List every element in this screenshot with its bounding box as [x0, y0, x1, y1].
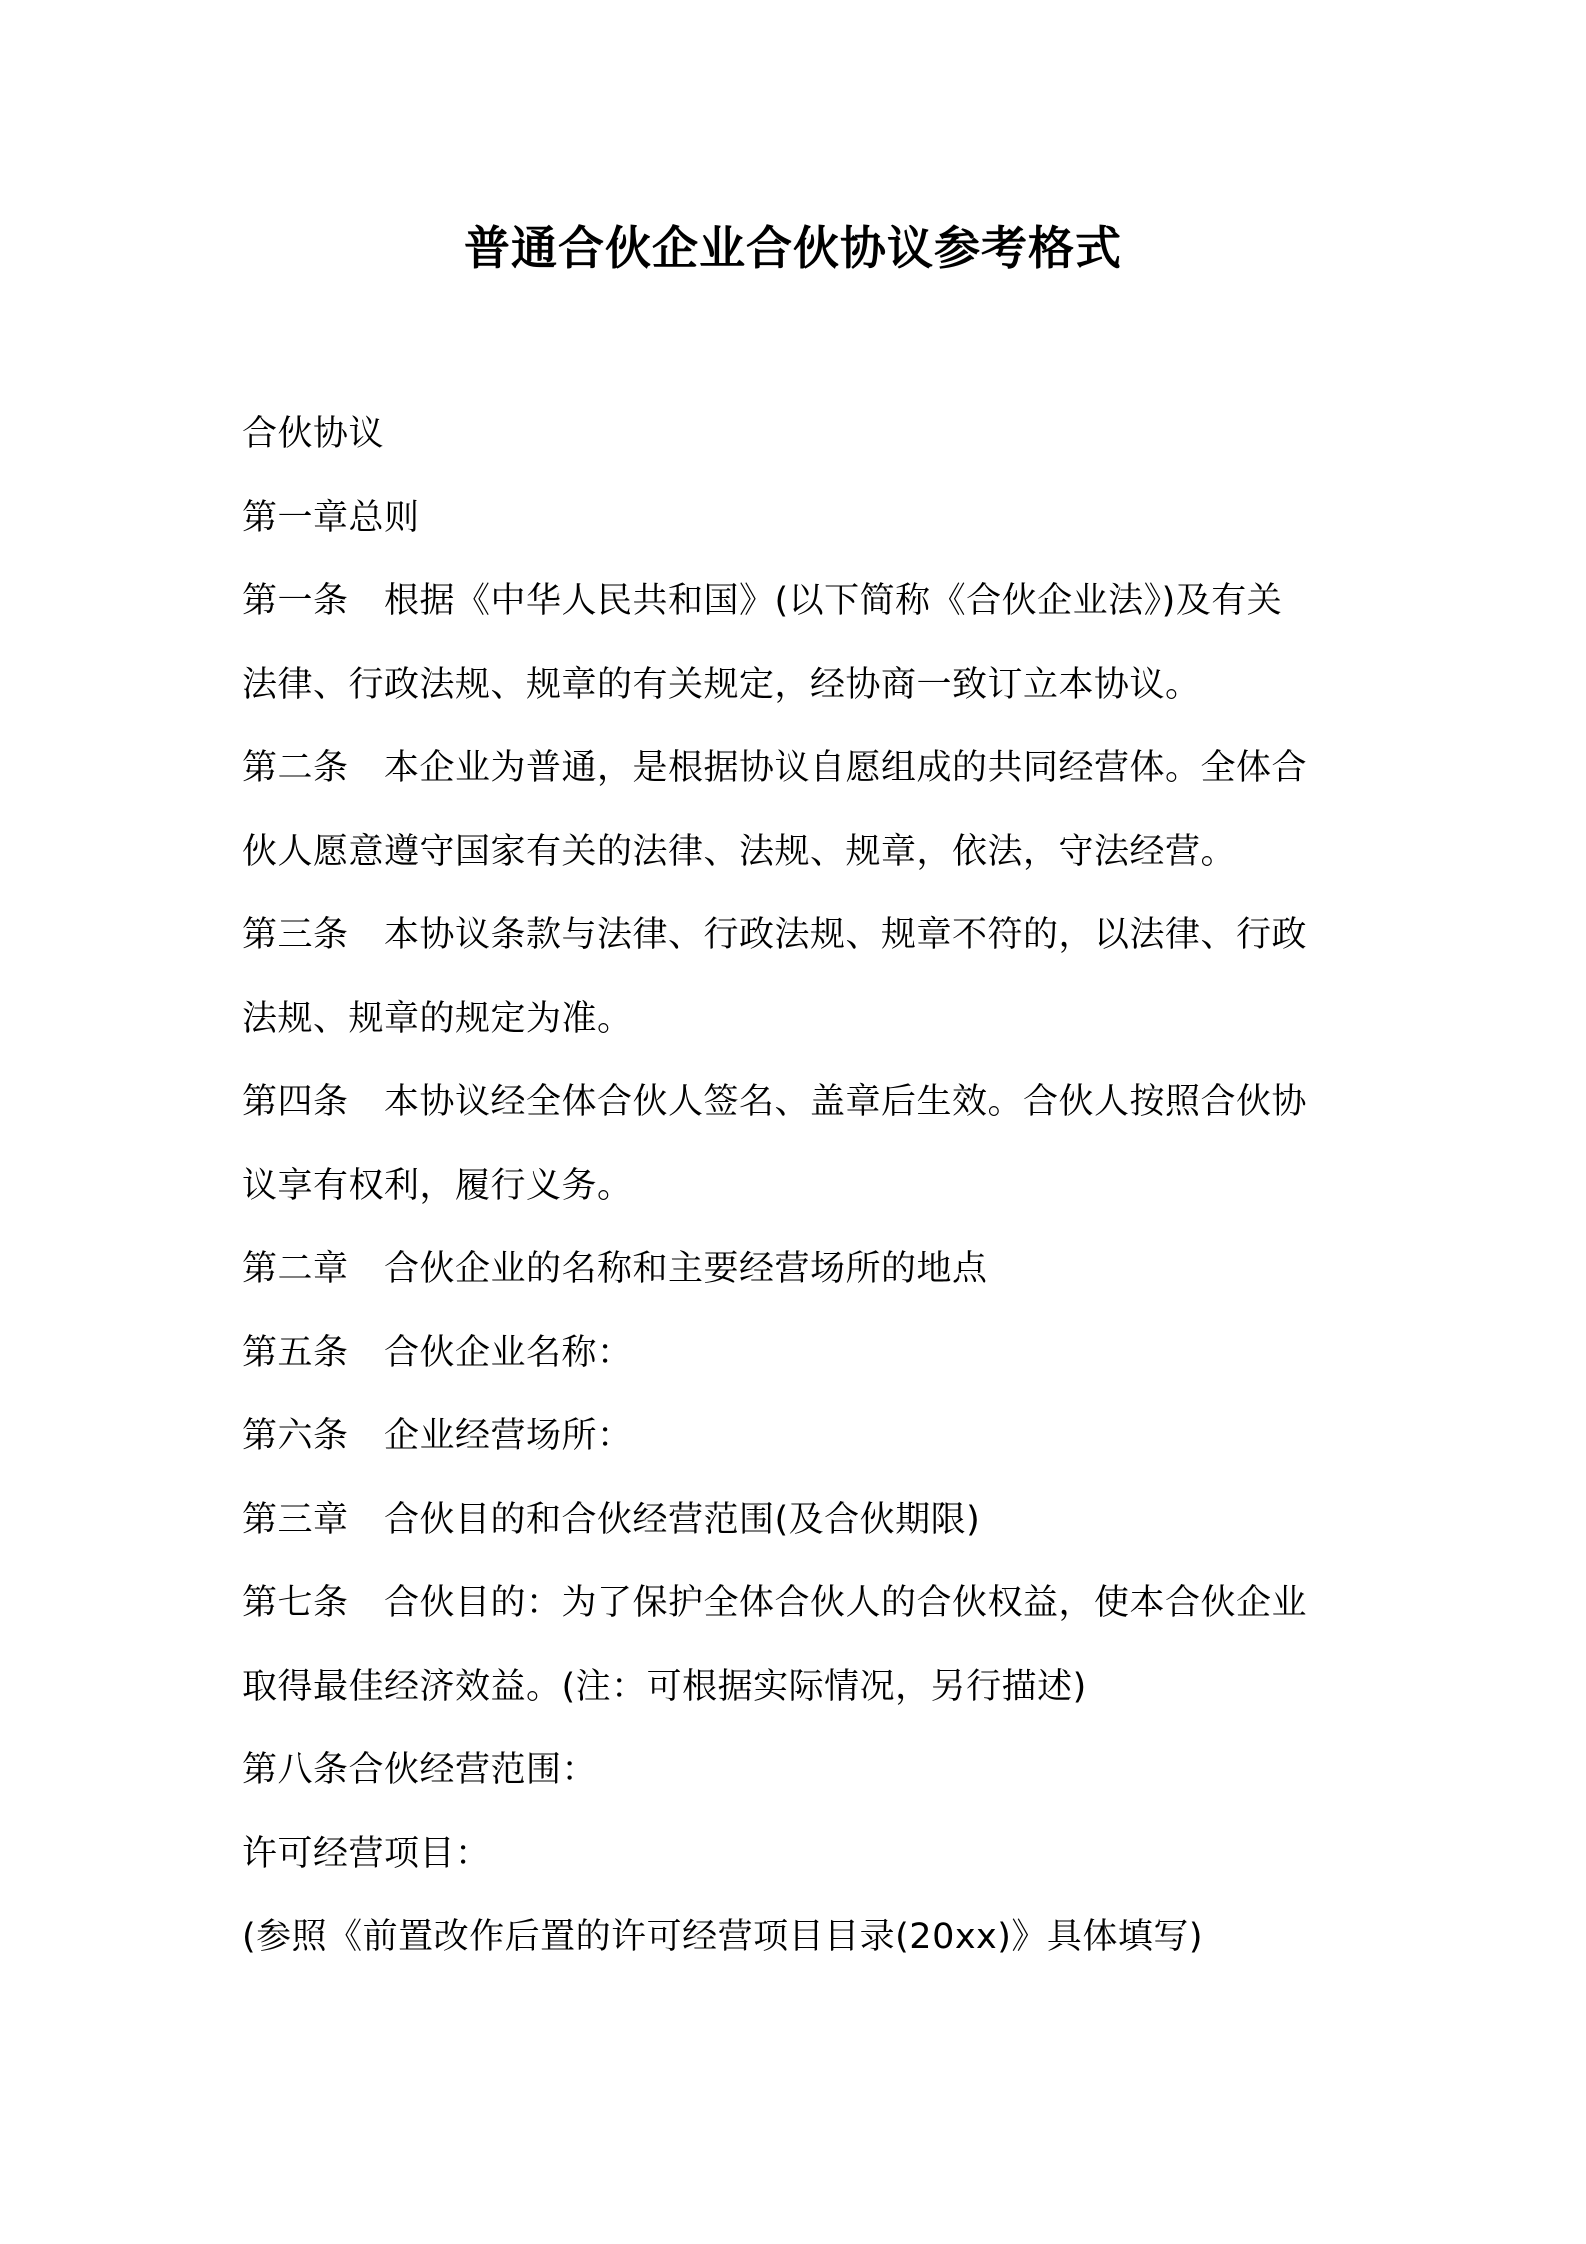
text-line: 第六条 企业经营场所：: [242, 1416, 633, 1456]
text-line: 第三章 合伙目的和合伙经营范围(及合伙期限): [242, 1499, 981, 1540]
text-line: 第三条 本协议条款与法律、行政法规、规章不符的，以法律、行政: [242, 915, 1308, 955]
text-line: 第七条 合伙目的：为了保护全体合伙人的合伙权益，使本合伙企业: [242, 1583, 1308, 1623]
text-line: 取得最佳经济效益。(注：可根据实际情况，另行描述): [242, 1666, 1087, 1707]
document-body: [242, 393, 1362, 1980]
text-line: 第一章总则: [242, 497, 420, 538]
text-line: 伙人愿意遵守国家有关的法律、法规、规章，依法，守法经营。: [242, 831, 1237, 872]
text-line: 许可经营项目：: [242, 1833, 491, 1874]
text-line: 第四条 本协议经全体合伙人签名、盖章后生效。合伙人按照合伙协: [242, 1082, 1308, 1122]
text-line: 议享有权利，履行义务。: [242, 1165, 633, 1206]
text-line: 法规、规章的规定为准。: [242, 998, 633, 1039]
text-line: 第一条 根据《中华人民共和国》(以下简称《合伙企业法》)及有关: [242, 581, 1283, 621]
text-line: 第二章 合伙企业的名称和主要经营场所的地点: [242, 1249, 988, 1289]
text-line: 第二条 本企业为普通，是根据协议自愿组成的共同经营体。全体合: [242, 748, 1308, 788]
text-line: 法律、行政法规、规章的有关规定，经协商一致订立本协议。: [242, 664, 1201, 705]
text-line: 第八条合伙经营范围：: [242, 1750, 598, 1790]
text-line: (参照《前置改作后置的许可经营项目目录(20xx)》具体填写): [242, 1917, 1204, 1957]
text-line: 合伙协议: [242, 414, 385, 454]
document-title: 普通合伙企业合伙协议参考格式: [464, 221, 1122, 275]
text-line: 第五条 合伙企业名称：: [242, 1332, 633, 1373]
